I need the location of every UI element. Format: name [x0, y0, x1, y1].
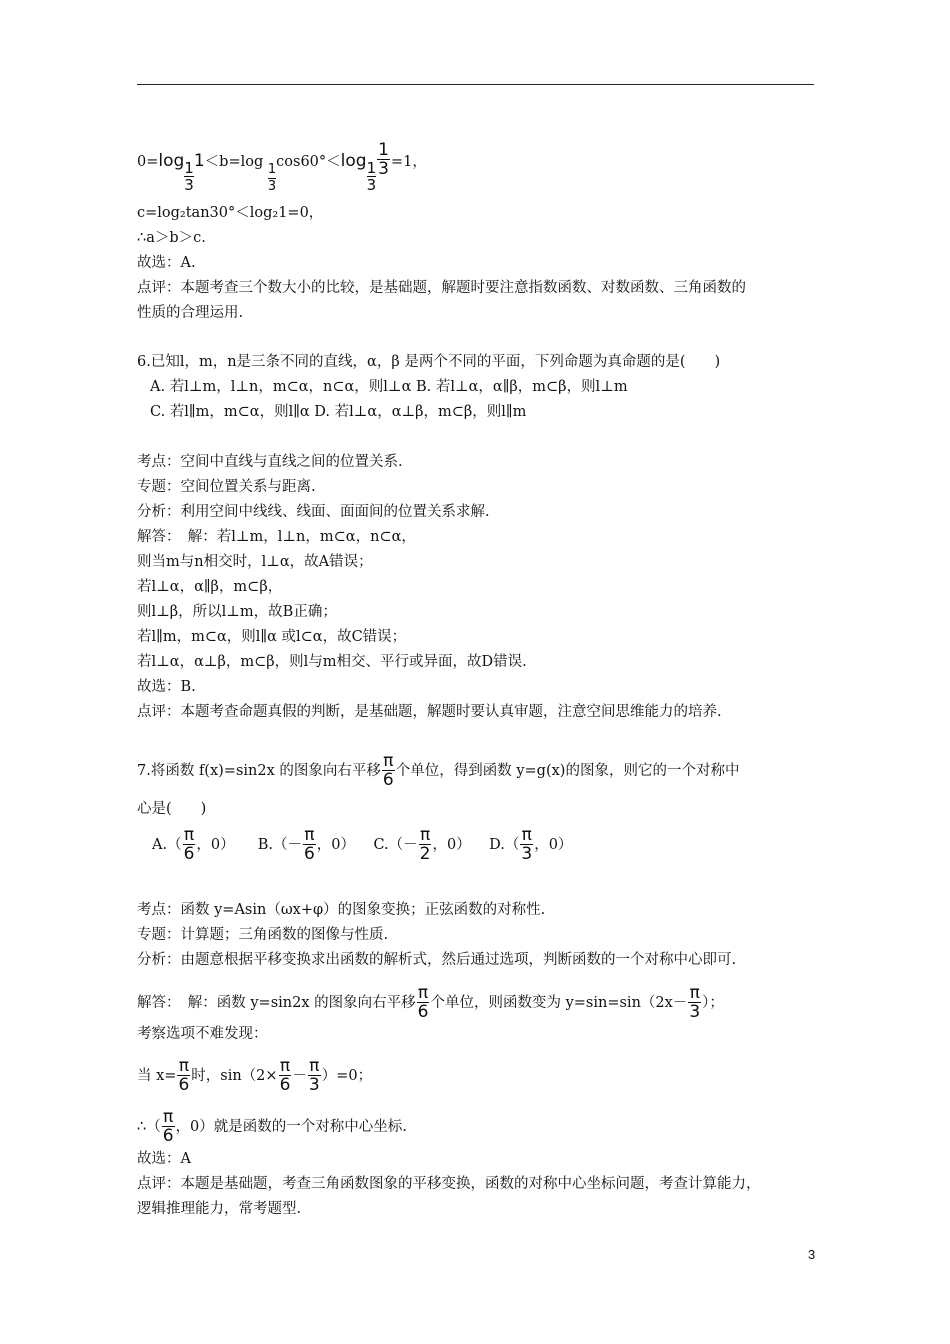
q6-options-cd: C. 若l∥m，m⊂α，则l∥α D. 若l⊥α，α⊥β，m⊂β，则l∥m	[150, 404, 527, 420]
q7-options: A.（ $\frac{\pi}{6}$ ，0） B.（－ $\frac{\pi}{6}$ ，0） C.（－ $\frac{\pi}{2}$ ，0） D.（ $\frac{\pi}{3}$ ，0）	[152, 825, 573, 864]
q6-answer: 故选：B.	[137, 679, 196, 695]
q6-options-ab: A. 若l⊥m，l⊥n，m⊂α，n⊂α，则l⊥α B. 若l⊥α，α∥β，m⊂β，则l⊥m	[150, 379, 628, 395]
q7-dang-line: 当 x= $\frac{\pi}{6}$ 时，sin（2× $\frac{\pi}{6}$ － $\frac{\pi}{3}$ ）=0；	[137, 1056, 373, 1095]
q7-zhuanti: 专题：计算题；三角函数的图像与性质.	[137, 927, 389, 943]
q7-kaodian: 考点：函数 y=Asin（ωx+φ）的图象变换；正弦函数的对称性.	[137, 902, 546, 918]
q7-fenxi: 分析：由题意根据平移变换求出函数的解析式，然后通过选项，判断函数的一个对称中心即可.	[137, 952, 737, 968]
q6-step-4: 若l∥m，m⊂α，则l∥α 或l⊂α，故C错误；	[137, 629, 407, 645]
q6-jieda: 解答： 解：若l⊥m，l⊥n，m⊂α，n⊂α，	[137, 529, 416, 545]
q6-kaodian: 考点：空间中直线与直线之间的位置关系.	[137, 454, 403, 470]
q7-stem-cont: 心是( )	[137, 801, 207, 817]
q6-fenxi: 分析：利用空间中线线、线面、面面间的位置关系求解.	[137, 504, 490, 520]
page-number: 3	[808, 1247, 816, 1262]
q7-jieda: 解答： 解：函数 y=sin2x 的图象向右平移 $\frac{\pi}{6}$ 个单位，则函数变为 y=sin=sin（2x－ $\frac{\pi}{3}$ ）；	[137, 983, 724, 1022]
q5-conclusion: ∴a＞b＞c.	[137, 230, 206, 246]
q7-comment-cont: 逻辑推理能力，常考题型.	[137, 1201, 302, 1217]
q5-comment: 点评：本题考查三个数大小的比较，是基础题，解题时要注意指数函数、对数函数、三角函数的	[137, 280, 746, 296]
q7-comment: 点评：本题是基础题，考查三角函数图象的平移变换，函数的对称中心坐标问题，考查计算能力，	[137, 1176, 761, 1192]
q7-conclusion: ∴（ $\frac{\pi}{6}$ ，0）就是函数的一个对称中心坐标.	[137, 1107, 407, 1146]
q7-kaocha: 考察选项不难发现：	[137, 1026, 268, 1042]
q6-comment: 点评：本题考查命题真假的判断，是基础题，解题时要认真审题，注意空间思维能力的培养.	[137, 704, 722, 720]
q6-step-1: 则当m与n相交时，l⊥α，故A错误；	[137, 554, 373, 570]
q6-zhuanti: 专题：空间位置关系与距离.	[137, 479, 316, 495]
q5-answer: 故选：A.	[137, 255, 196, 271]
q5-comment-cont: 性质的合理运用.	[137, 305, 244, 321]
q6-stem: 6.已知l，m，n是三条不同的直线，α，β 是两个不同的平面，下列命题为真命题的是( )	[137, 354, 721, 370]
q5-line-c: c=log₂tan30°＜log₂1=0，	[137, 205, 324, 221]
q6-step-2: 若l⊥α，α∥β，m⊂β，	[137, 579, 283, 595]
q7-stem: 7.将函数 f(x)=sin2x 的图象向右平移 $\frac{\pi}{6}$ 个单位，得到函数 y=g(x)的图象，则它的一个对称中	[137, 751, 740, 790]
header-rule	[137, 84, 814, 85]
q6-step-3: 则l⊥β，所以l⊥m，故B正确；	[137, 604, 337, 620]
q5-log-line: 0=log $\frac{1}{3}1<b=\log$ $\frac{1}{3}\cos 60^\circ<\log$ $\frac{1}{3}$ $\frac{1}{3}$ =1，	[137, 140, 427, 194]
q6-step-5: 若l⊥α，α⊥β，m⊂β，则l与m相交、平行或异面，故D错误.	[137, 654, 527, 670]
q7-answer: 故选：A	[137, 1151, 191, 1167]
fraction-pi-6: $\frac{\pi}{6}$	[382, 751, 394, 790]
